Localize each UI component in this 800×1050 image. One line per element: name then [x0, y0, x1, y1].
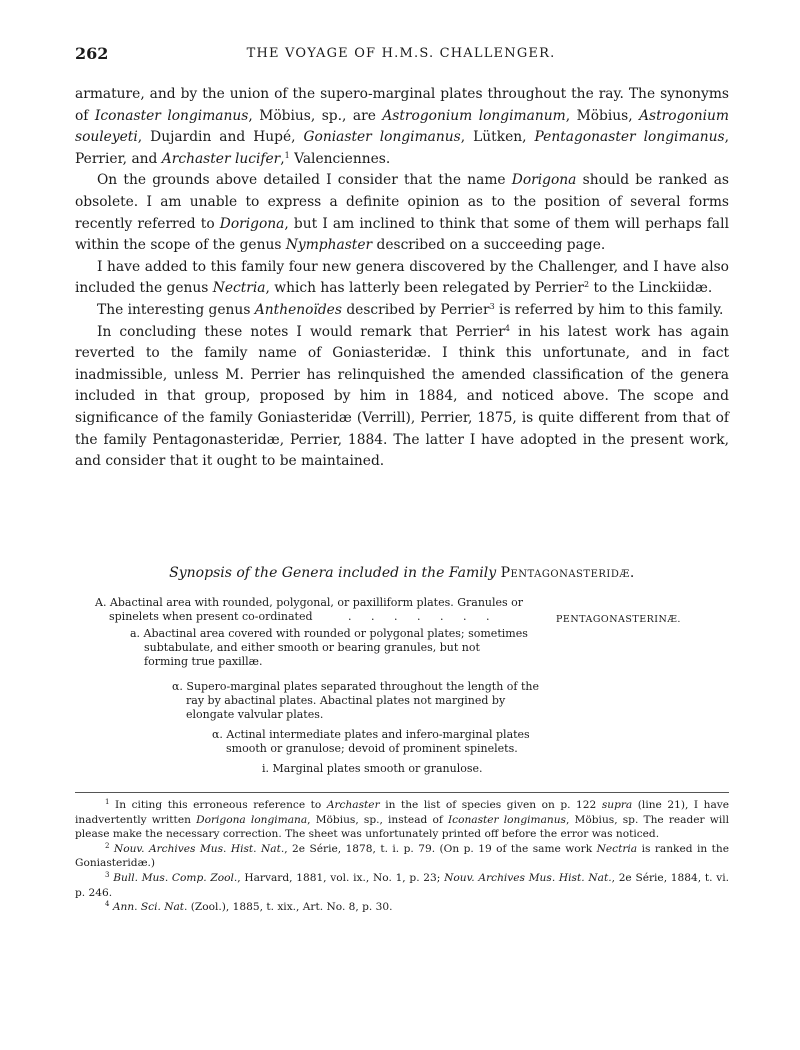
- synopsis-A-line-1: A. Abactinal area with rounded, polygonal, or paxilliform plates. Granules or: [95, 596, 524, 609]
- synopsis-i-line-1: i. Marginal plates smooth or granulose.: [262, 762, 483, 775]
- synopsis-heading: Synopsis of the Genera included in the Family Pentagonasteridæ.: [169, 565, 635, 581]
- footnote-rule: [75, 792, 729, 793]
- paragraph-dorigona: On the grounds above detailed I consider that the name Dorigona should be ranked as obsolete. I am unable to express a definite opinion as to the position of several forms recently referred to Dorigona, but I am inclined to think that some of them will perhaps fall within the scope of the genus Nymphaster described on a succeeding page.: [75, 172, 730, 254]
- paragraph-anthenoides: The interesting genus Anthenoïdes described by Perrier$^3$ is referred by him to this family.: [97, 301, 724, 318]
- synopsis-alpha-line-1: α. Supero-marginal plates separated throughout the length of the: [172, 680, 539, 693]
- paragraph-new-genera: I have added to this family four new genera discovered by the Challenger, and I have also included the genus Nectria, which has latterly been relegated by Perrier$^2$ to the Linckiidæ.: [75, 258, 729, 297]
- synopsis-aa-line-1: α. Actinal intermediate plates and infero-marginal plates: [212, 728, 530, 741]
- subfamily-name: PENTAGONASTERINÆ.: [556, 614, 681, 625]
- footnotes: [75, 798, 729, 915]
- paragraph-synonyms: armature, and by the union of the supero-marginal plates throughout the ray. The synonyms of Iconaster longimanus, Möbius, sp., are Astrogonium longimanum, Möbius, Astrogonium souleyeti, Dujardin and Hupé, Goniaster longimanus, Lütken, Pentagonaster longimanus, Perrier, and Archaster lucifer,$^1$ Valenciennes.: [75, 86, 730, 167]
- footnote-1: $^1$ In citing this erroneous reference to Archaster in the list of species given on p. 122 supra (line 21), I have inadvertently written Dorigona longimana, Möbius, sp., instead of Iconaster longimanus, Möbius, sp. The reader will please make the necessary correction. The sheet was unfortunately printed off before the error was noticed.: [75, 798, 730, 841]
- synopsis-alpha-line-3: elongate valvular plates.: [186, 708, 324, 721]
- synopsis-A-line-2: spinelets when present co-ordinated . . . . . . .: [109, 610, 498, 623]
- synopsis-a-line-2: subtabulate, and either smooth or bearing granules, but not: [144, 641, 480, 654]
- footnote-ref-3: 3: [489, 301, 495, 311]
- synopsis-alpha-line-2: ray by abactinal plates. Abactinal plates not margined by: [186, 694, 506, 707]
- footnote-4: $^4$ Ann. Sci. Nat. (Zool.), 1885, t. xix., Art. No. 8, p. 30.: [105, 900, 393, 914]
- footnote-ref-1: 1: [284, 150, 290, 160]
- footnote-3: $^3$ Bull. Mus. Comp. Zool., Harvard, 1881, vol. ix., No. 1, p. 23; Nouv. Archives Mus. Hist. Nat., 2e Série, 1884, t. vi. p. 246.: [75, 870, 729, 899]
- footnote-ref-4: 4: [504, 323, 510, 333]
- page-number: 262: [75, 44, 109, 63]
- synopsis-a-line-3: forming true paxillæ.: [144, 655, 263, 668]
- body-text: [75, 84, 729, 473]
- synopsis-aa-line-2: smooth or granulose; devoid of prominent spinelets.: [226, 742, 518, 755]
- running-head: [75, 44, 727, 64]
- footnote-2: $^2$ Nouv. Archives Mus. Hist. Nat., 2e Série, 1878, t. i. p. 79. (On p. 19 of the same work Nectria is ranked in the Goniasteridæ.): [75, 841, 729, 870]
- footnote-ref-2: 2: [584, 280, 590, 290]
- running-title: THE VOYAGE OF H.M.S. CHALLENGER.: [246, 46, 556, 61]
- leader-dots: . . . . . . .: [348, 610, 498, 623]
- paragraph-concluding: In concluding these notes I would remark that Perrier$^4$ in his latest work has again reverted to the family name of Goniasteridæ. I think this unfortunate, and in fact inadmissible, unless M. Perrier has relinquished the amended classification of the genera included in that group, proposed by him in 1884, and noticed above. The scope and significance of the family Goniasteridæ (Verrill), Perrier, 1875, is quite different from that of the family Pentagonasteridæ, Perrier, 1884. The latter I have adopted in the present work, and consider that it ought to be maintained.: [75, 323, 730, 470]
- synopsis-a-line-1: a. Abactinal area covered with rounded or polygonal plates; sometimes: [130, 627, 528, 640]
